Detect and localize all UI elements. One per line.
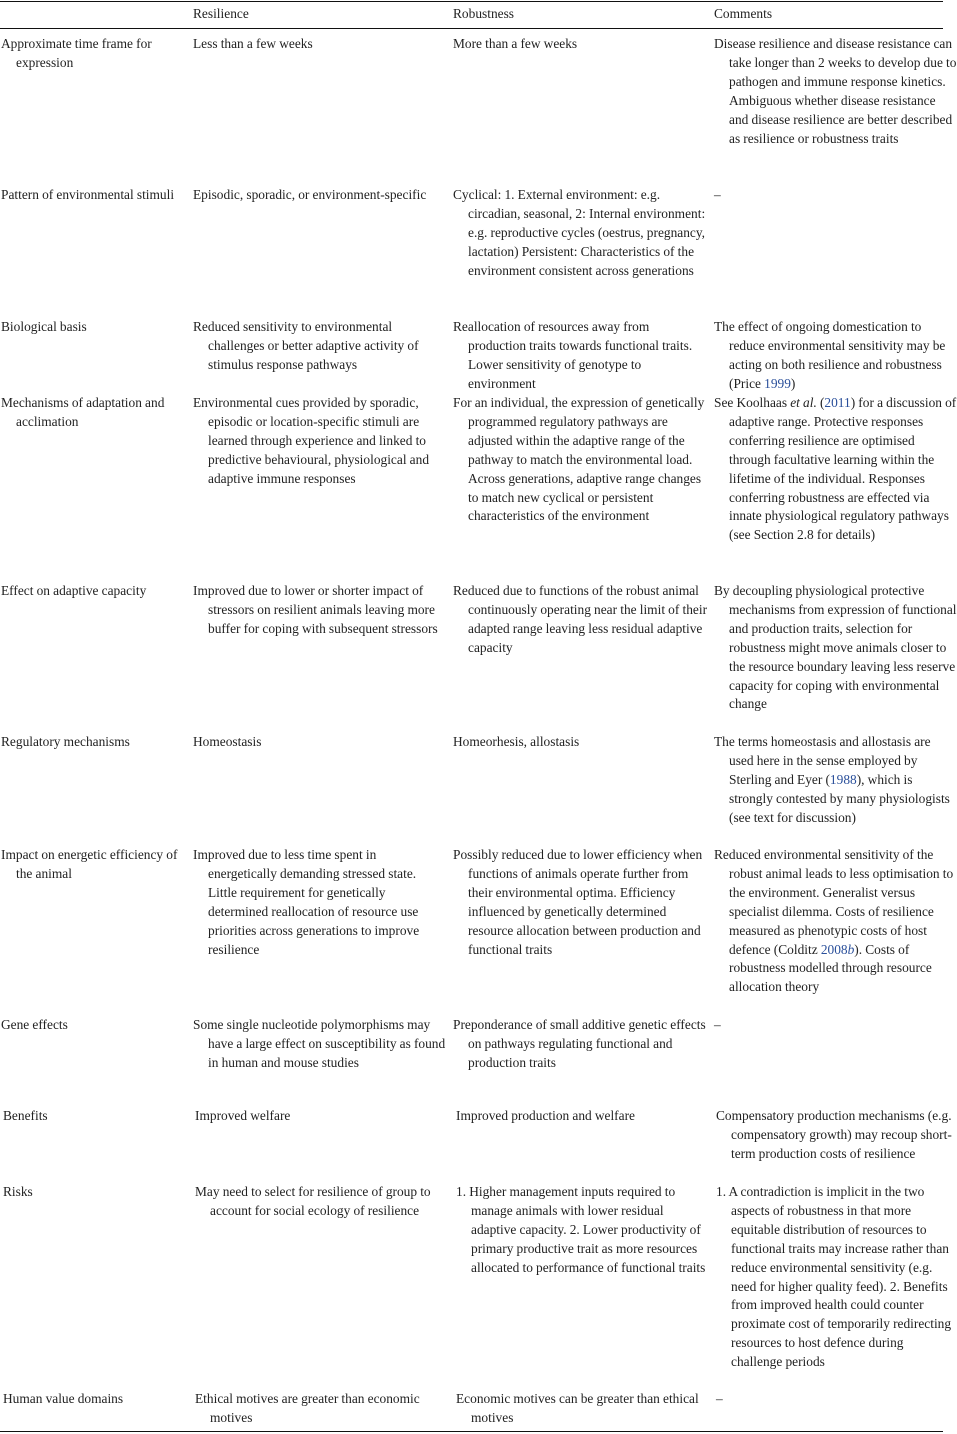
row-label: Gene effects <box>1 1017 68 1032</box>
robustness-cell: Reallocation of resources away from production traits towards functional traits. Lower sensitivity of genotype to environment <box>453 319 693 391</box>
robustness-cell: Improved production and welfare <box>456 1108 635 1123</box>
comments-text-after: ). Costs of robustness modelled through resource allocation theory <box>729 941 932 995</box>
comments-cell: – <box>716 1391 723 1406</box>
robustness-cell: Homeorhesis, allostasis <box>453 734 580 749</box>
robustness-cell: 1. Higher management inputs required to manage animals with lower residual adaptive capacity. 2. Lower productivity of primary productive trait as more resources allocated to performance of functional traits <box>456 1184 706 1275</box>
citation-suffix: b <box>847 941 855 957</box>
table-bottom-rule <box>0 1431 943 1432</box>
citation-link[interactable]: 2011 <box>824 395 851 410</box>
comments-italic: et al. <box>790 395 817 410</box>
resilience-cell: Homeostasis <box>193 734 262 749</box>
citation-year: 2008 <box>820 941 848 957</box>
resilience-cell: Less than a few weeks <box>193 36 313 51</box>
resilience-cell: Reduced sensitivity to environmental challenges or better adaptive activity of stimulus response pathways <box>193 319 419 372</box>
comments-cell: Disease resilience and disease resistance can take longer than 2 weeks to develop due to pathogen and immune response kinetics. Ambiguous whether disease resistance and disease resilience are better described as resilience or robustness traits <box>714 36 957 146</box>
comments-cell <box>714 394 957 545</box>
comments-text-after: ) for a discussion of adaptive range. Protective responses conferring resilience are optimised through facultative learning within the lifetime of the individual. Responses conferring robustness are effected via innate physiological regulatory pathways (see Section 2.8 for details) <box>729 395 957 543</box>
row-label: Regulatory mechanisms <box>1 734 130 749</box>
comments-cell: – <box>714 187 721 202</box>
comments-text: The terms homeostasis and allostasis are used here in the sense employed by Sterling and Eyer ( <box>714 734 931 787</box>
comments-text-after: ), which is strongly contested by many physiologists (see text for discussion) <box>729 771 950 825</box>
comments-text: Reduced environmental sensitivity of the robust animal leads to less optimisation to the environment. Generalist versus specialist dilemma. Costs of resilience measured as phenotypic costs of host defence (Colditz <box>714 847 954 957</box>
row-label: Pattern of environmental stimuli <box>1 187 175 202</box>
header-resilience: Resilience <box>193 6 249 21</box>
comments-cell: 1. A contradiction is implicit in the two aspects of robustness in that more equitable distribution of resources to functional traits may increase rather than reduce environmental sensitivity (e.g. need for higher quality feed). 2. Benefits from improved health could counter proximate cost of temporarily redirecting resources to host defence during challenge periods <box>716 1184 952 1370</box>
citation-link[interactable] <box>821 942 854 957</box>
comments-cell <box>714 846 957 997</box>
comments-cell <box>714 733 957 828</box>
row-label: Approximate time frame for expression <box>1 36 152 70</box>
resilience-cell: Episodic, sporadic, or environment-specific <box>193 187 427 202</box>
comments-text-after: ) <box>790 375 796 391</box>
comments-cell <box>714 318 957 394</box>
comments-text: The effect of ongoing domestication to reduce environmental sensitivity may be acting on both resilience and robustness (Price <box>714 319 946 391</box>
resilience-cell: Improved due to lower or shorter impact of stressors on resilient animals leaving more buffer for coping with subsequent stressors <box>193 583 438 636</box>
resilience-cell: Improved due to less time spent in energetically demanding stressed state. Little requirement for genetically determined reallocation of resource use priorities across generations to improve resilience <box>193 847 420 957</box>
row-label: Effect on adaptive capacity <box>1 583 147 598</box>
citation-link[interactable]: 1999 <box>764 375 791 391</box>
resilience-cell: Ethical motives are greater than economic motives <box>195 1391 420 1425</box>
resilience-cell: Some single nucleotide polymorphisms may have a large effect on susceptibility as found in human and mouse studies <box>193 1017 446 1070</box>
resilience-cell: Environmental cues provided by sporadic, episodic or location-specific stimuli are learned through experience and linked to predictive behavioural, physiological and adaptive immune responses <box>193 395 430 486</box>
comments-text: See Koolhaas <box>714 395 791 410</box>
comments-cell: By decoupling physiological protective mechanisms from expression of functional and production traits, selection for robustness might move animals closer to the resource boundary leaving less reserve capacity for coping with environmental change <box>714 583 957 712</box>
row-label: Risks <box>3 1184 33 1199</box>
robustness-cell: More than a few weeks <box>453 36 578 51</box>
resilience-cell: Improved welfare <box>195 1108 291 1123</box>
citation-link[interactable]: 1988 <box>829 771 857 787</box>
robustness-cell: Possibly reduced due to lower efficiency when functions of animals operate further from their environmental optima. Efficiency influenced by genetically determined resource allocation between production and functional traits <box>453 847 703 957</box>
comments-cell: Compensatory production mechanisms (e.g. compensatory growth) may recoup short-term production costs of resilience <box>716 1108 952 1161</box>
table-top-rule <box>0 1 943 2</box>
robustness-cell: Preponderance of small additive genetic effects on pathways regulating functional and production traits <box>453 1017 706 1070</box>
row-label: Benefits <box>3 1108 48 1123</box>
row-label: Impact on energetic efficiency of the animal <box>1 847 178 881</box>
row-label: Human value domains <box>3 1391 124 1406</box>
header-comments: Comments <box>714 6 773 21</box>
comments-cell: – <box>714 1017 721 1032</box>
row-label: Biological basis <box>1 319 87 334</box>
header-rule <box>0 28 943 29</box>
row-label: Mechanisms of adaptation and acclimation <box>1 395 165 429</box>
robustness-cell: For an individual, the expression of genetically programmed regulatory pathways are adjusted within the adaptive range of the pathway to match the environmental load. Across generations, adaptive range changes to match new cyclical or persistent characteristics of the environment <box>453 395 705 524</box>
robustness-cell: Cyclical: 1. External environment: e.g. circadian, seasonal, 2: Internal environment: e.g. reproductive cycles (oestrus, pregnancy, lactation) Persistent: Characteristics of the environment consistent across generations <box>453 187 706 278</box>
resilience-cell: May need to select for resilience of group to account for social ecology of resilience <box>195 1184 431 1218</box>
header-robustness: Robustness <box>453 6 515 21</box>
robustness-cell: Economic motives can be greater than ethical motives <box>456 1391 699 1425</box>
robustness-cell: Reduced due to functions of the robust animal continuously operating near the limit of their adapted range leaving less residual adaptive capacity <box>453 583 708 655</box>
comments-text-mid: ( <box>816 395 825 410</box>
